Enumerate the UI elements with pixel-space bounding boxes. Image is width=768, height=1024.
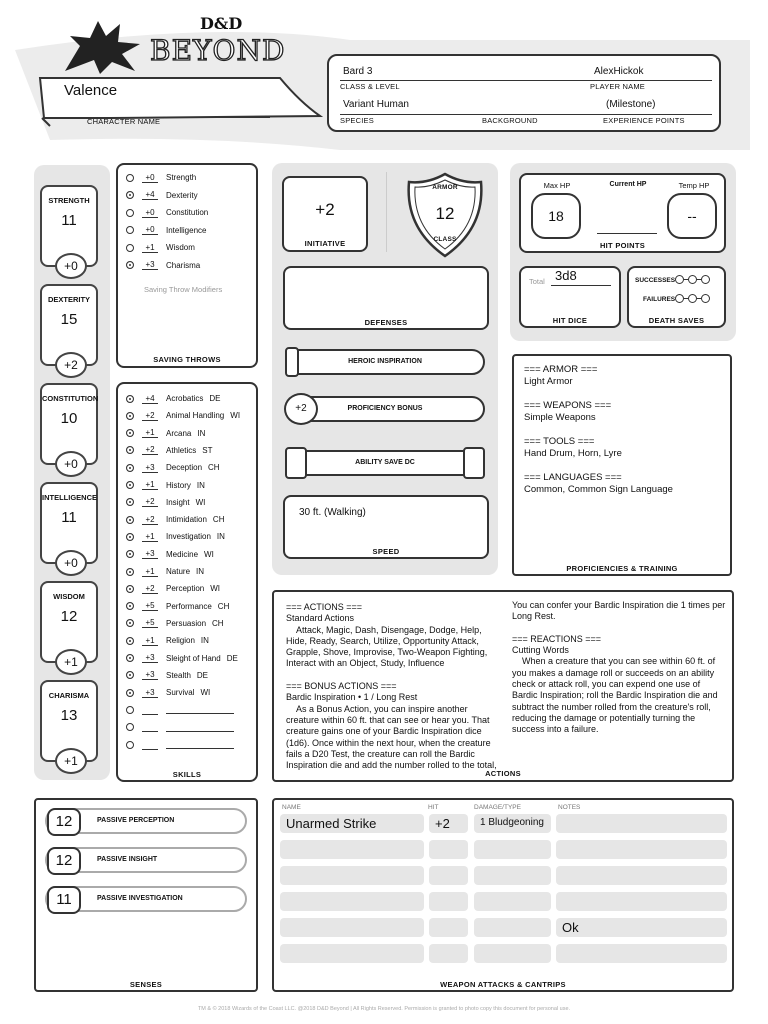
ability-score[interactable]: 11 xyxy=(61,509,77,526)
ability-save-dc-box xyxy=(285,450,485,476)
death-saves-label: DEATH SAVES xyxy=(648,316,705,325)
saving-throw-bonus: +3 xyxy=(142,260,158,270)
ability-name: DEXTERITY xyxy=(47,295,91,304)
weapon-name-cell[interactable] xyxy=(280,866,424,885)
ability-modifier: +2 xyxy=(55,352,87,378)
weapon-name-cell[interactable] xyxy=(280,840,424,859)
sense-row xyxy=(45,847,247,873)
skill-bonus: +4 xyxy=(142,394,158,404)
hit-points-box xyxy=(519,173,726,253)
armor-class-value[interactable]: 12 xyxy=(435,204,455,223)
successes-label: SUCCESSES xyxy=(635,277,676,284)
skill-name: Sleight of Hand xyxy=(166,653,221,663)
saving-throw-bonus: +1 xyxy=(142,243,158,253)
speed-box xyxy=(283,495,489,559)
proficiency-dot-icon[interactable] xyxy=(126,191,134,199)
xp-value[interactable]: (Milestone) xyxy=(606,99,656,110)
proficiency-dot-icon[interactable] xyxy=(126,209,134,217)
saving-throw-name: Constitution xyxy=(166,208,209,217)
hit-dice-total-value[interactable]: 3d8 xyxy=(555,268,577,283)
species-value[interactable]: Variant Human xyxy=(343,99,409,110)
skills-panel xyxy=(116,382,258,782)
ability-modifier: +0 xyxy=(55,451,87,477)
player-name-label: PLAYER NAME xyxy=(590,82,645,91)
ability-constitution xyxy=(40,383,99,471)
defenses-box xyxy=(283,266,489,330)
skill-row[interactable] xyxy=(126,390,254,407)
brand-top: D&D xyxy=(200,14,243,33)
speed-label: SPEED xyxy=(372,547,400,556)
weapon-damage-cell[interactable] xyxy=(474,814,551,833)
hit-dice-label: HIT DICE xyxy=(552,316,588,325)
skill-row[interactable] xyxy=(126,580,254,597)
skill-name: Animal Handling xyxy=(166,411,225,421)
proficiency-dot-icon[interactable] xyxy=(126,619,134,627)
skills-title: SKILLS xyxy=(172,770,202,779)
skill-name: Performance xyxy=(166,601,212,611)
background-label: BACKGROUND xyxy=(482,116,538,125)
ability-dexterity xyxy=(40,284,98,372)
skill-row[interactable] xyxy=(126,425,254,442)
saving-throw-name: Wisdom xyxy=(166,243,195,252)
ability-name: CHARISMA xyxy=(48,691,90,700)
sense-label: PASSIVE INVESTIGATION xyxy=(97,895,183,902)
skill-attribute: WI xyxy=(210,584,221,594)
success-checkboxes[interactable] xyxy=(675,275,710,284)
weapon-hit: +2 xyxy=(435,816,450,831)
skill-bonus: +3 xyxy=(142,688,158,698)
skill-attribute: CH xyxy=(217,601,230,611)
proficiency-dot-icon[interactable] xyxy=(126,464,134,472)
proficiency-bonus-box xyxy=(285,396,485,422)
skill-row[interactable] xyxy=(126,442,254,459)
skill-bonus-blank xyxy=(142,740,158,750)
ability-modifier: +0 xyxy=(55,253,87,279)
saving-throw-row[interactable] xyxy=(126,204,252,221)
proficiency-dot-icon[interactable] xyxy=(126,395,134,403)
skill-bonus: +1 xyxy=(142,532,158,542)
ability-strength xyxy=(40,185,98,273)
failures-label: FAILURES xyxy=(643,296,676,303)
skill-name-blank xyxy=(166,705,234,714)
proficiency-dot-icon[interactable] xyxy=(126,481,134,489)
weapon-notes: Ok xyxy=(562,920,579,935)
ability-charisma xyxy=(40,680,98,768)
weapon-name-cell[interactable] xyxy=(280,918,424,937)
proficiency-dot-icon[interactable] xyxy=(126,550,134,558)
sense-value: 11 xyxy=(47,886,81,914)
weapon-notes-cell[interactable] xyxy=(556,814,727,833)
ability-name: INTELLIGENCE xyxy=(42,493,98,502)
ability-intelligence xyxy=(40,482,98,570)
skill-name: Nature xyxy=(166,567,191,576)
ability-score[interactable]: 13 xyxy=(60,707,78,724)
skill-row[interactable] xyxy=(126,598,254,615)
skill-attribute: WI xyxy=(230,411,241,421)
weapon-hit-cell[interactable] xyxy=(429,814,468,833)
proficiency-dot-icon[interactable] xyxy=(126,585,134,593)
footer-legal: TM & © 2018 Wizards of the Coast LLC. @2018 D&D Beyond | All Rights Reserved. Permission is granted to photo copy this document for personal use. xyxy=(197,1006,571,1012)
skill-bonus: +1 xyxy=(142,480,158,490)
saving-throw-modifiers: Saving Throw Modifiers xyxy=(144,285,223,294)
proficiency-bonus-label: PROFICIENCY BONUS xyxy=(347,405,423,412)
sense-row xyxy=(45,886,247,912)
saving-throw-row[interactable] xyxy=(126,187,252,204)
weapon-name-cell[interactable] xyxy=(280,892,424,911)
skill-row[interactable] xyxy=(126,667,254,684)
skill-bonus-blank xyxy=(142,722,158,732)
proficiency-dot-icon[interactable] xyxy=(126,261,134,269)
weapons-header-hit: HIT xyxy=(428,804,439,811)
xp-label: EXPERIENCE POINTS xyxy=(603,116,685,125)
ability-score[interactable]: 10 xyxy=(60,410,78,427)
skill-name: Perception xyxy=(166,584,205,594)
skill-row[interactable] xyxy=(126,407,254,424)
proficiency-dot-icon[interactable] xyxy=(126,723,134,731)
proficiency-dot-icon[interactable] xyxy=(126,174,134,182)
sense-value: 12 xyxy=(47,808,81,836)
proficiency-dot-icon[interactable] xyxy=(126,498,134,506)
proficiency-dot-icon[interactable] xyxy=(126,637,134,645)
proficiency-bonus-value: +2 xyxy=(284,393,318,425)
skill-name: Investigation xyxy=(166,532,211,542)
species-label: SPECIES xyxy=(340,116,374,125)
armor-label-bottom: CLASS xyxy=(433,236,457,243)
skill-attribute: IN xyxy=(216,532,225,542)
skill-name: Insight xyxy=(166,497,190,507)
skill-name: Persuasion xyxy=(166,618,207,628)
heroic-inspiration-box[interactable] xyxy=(285,349,485,375)
weapon-damage-cell[interactable] xyxy=(474,892,551,911)
skill-bonus: +3 xyxy=(142,463,158,473)
sense-value: 12 xyxy=(47,847,81,875)
initiative-label: INITIATIVE xyxy=(304,239,346,248)
speed-value[interactable]: 30 ft. (Walking) xyxy=(299,507,366,518)
skill-name: Arcana xyxy=(166,428,192,438)
proficiency-dot-icon[interactable] xyxy=(126,654,134,662)
skill-bonus: +2 xyxy=(142,515,158,525)
skill-attribute: CH xyxy=(208,463,220,473)
failure-checkboxes[interactable] xyxy=(675,294,710,303)
weapon-name-cell[interactable] xyxy=(280,944,424,963)
saving-throw-name: Intelligence xyxy=(166,225,207,235)
weapon-hit-cell[interactable] xyxy=(429,866,468,885)
proficiency-dot-icon[interactable] xyxy=(126,671,134,679)
temp-hp-value: -- xyxy=(667,193,717,239)
skill-row-empty[interactable] xyxy=(126,701,254,718)
ability-score[interactable]: 11 xyxy=(61,212,77,229)
ability-save-dc-label: ABILITY SAVE DC xyxy=(355,459,415,466)
brand-logo: BEYOND xyxy=(150,34,286,67)
death-saves-box xyxy=(627,266,726,328)
proficiencies-title: PROFICIENCIES & TRAINING xyxy=(566,564,678,573)
armor-label-top: ARMOR xyxy=(432,184,458,191)
player-name-value[interactable]: AlexHickok xyxy=(594,66,644,77)
skill-attribute: WI xyxy=(195,497,206,507)
class-level-label: CLASS & LEVEL xyxy=(340,82,400,91)
weapon-hit-cell[interactable] xyxy=(429,840,468,859)
skill-attribute: IN xyxy=(196,480,205,490)
actions-column-1: === ACTIONS === Standard Actions Attack, Magic, Dash, Disengage, Dodge, Help, Hide, Ready, Search, Utilize, Opportunity Attack, Grapple, Shove, Improvise, Two-Weapon Fighting, Interact with an Object, Study, Influence === BONUS ACTIONS === Bardic Inspiration • 1 / Long Rest As a Bonus Action, you can inspire another creature within 60 ft. that can see or hear you. That creature gains one of your Bardic Inspiration dice (1d6). Once within the next hour, when the creature fails a D20 Test, the creature can roll the Bardic Inspiration die and add the number rolled to the total, xyxy=(286,602,497,771)
saving-throw-bonus: +0 xyxy=(142,225,158,235)
heroic-inspiration-label: HEROIC INSPIRATION xyxy=(348,358,422,365)
proficiency-dot-icon[interactable] xyxy=(126,706,134,714)
saving-throw-bonus: +0 xyxy=(142,208,158,218)
weapon-name: Unarmed Strike xyxy=(286,816,377,831)
skill-bonus: +1 xyxy=(142,428,158,438)
proficiencies-box xyxy=(512,354,732,576)
saving-throw-name: Strength xyxy=(166,173,197,182)
ability-modifier: +1 xyxy=(55,748,87,774)
character-name-label: CHARACTER NAME xyxy=(87,117,161,126)
actions-column-2: You can confer your Bardic Inspiration die 1 times per Long Rest. === REACTIONS === Cutting Words When a creature that you can see within 60 ft. of you makes a damage roll or succeeds on an ability check or attack roll, you can expend one use of Bardic Inspiration; roll the Bardic Inspiration die and subtract the number rolled from the creature's roll, reducing the damage or potentially turning the success into a failure. xyxy=(512,600,726,735)
weapon-damage-cell[interactable] xyxy=(474,944,551,963)
ability-modifier: +0 xyxy=(55,550,87,576)
saving-throw-name: Dexterity xyxy=(166,190,198,200)
weapons-header-notes: NOTES xyxy=(558,804,581,811)
skill-row[interactable] xyxy=(126,528,254,545)
ability-score[interactable]: 15 xyxy=(60,311,78,328)
skill-name: History xyxy=(166,480,191,490)
skill-name: Athletics xyxy=(166,445,197,455)
skill-row-empty[interactable] xyxy=(126,736,254,753)
skill-row[interactable] xyxy=(126,632,254,649)
proficiency-dot-icon[interactable] xyxy=(126,226,134,234)
skill-row[interactable] xyxy=(126,477,254,494)
actions-title: ACTIONS xyxy=(485,769,521,778)
proficiency-dot-icon[interactable] xyxy=(126,741,134,749)
skill-name: Intimidation xyxy=(166,515,207,525)
current-hp-label: Current HP xyxy=(609,181,647,188)
saving-throw-row[interactable] xyxy=(126,222,252,239)
saving-throw-row[interactable] xyxy=(126,257,252,274)
saving-throws-panel xyxy=(116,163,258,368)
weapon-hit-cell[interactable] xyxy=(429,944,468,963)
skill-bonus-blank xyxy=(142,705,158,715)
skill-bonus: +3 xyxy=(142,653,158,663)
skill-attribute: IN xyxy=(200,636,209,646)
actions-box xyxy=(272,590,734,782)
weapon-notes-cell[interactable] xyxy=(556,840,727,859)
skill-attribute: WI xyxy=(204,549,214,559)
weapons-header-name: NAME xyxy=(282,804,301,811)
skill-name-blank xyxy=(166,740,234,749)
weapon-notes-cell[interactable] xyxy=(556,866,727,885)
skill-bonus: +2 xyxy=(142,497,158,507)
ability-name: CONSTITUTION xyxy=(42,394,99,403)
skill-name-blank xyxy=(166,723,234,732)
skill-name: Deception xyxy=(166,463,203,473)
skill-name: Medicine xyxy=(166,549,199,559)
skill-attribute: DE xyxy=(196,670,209,680)
skill-attribute: WI xyxy=(200,688,211,698)
weapon-damage-cell[interactable] xyxy=(474,918,551,937)
weapon-hit-cell[interactable] xyxy=(429,918,468,937)
saving-throw-row[interactable] xyxy=(126,239,252,256)
proficiency-dot-icon[interactable] xyxy=(126,244,134,252)
name-banner xyxy=(30,66,330,136)
skill-attribute: ST xyxy=(202,445,213,455)
weapons-header-damage: DAMAGE/TYPE xyxy=(474,804,521,811)
skill-name: Stealth xyxy=(166,670,191,680)
skill-row[interactable] xyxy=(126,459,254,476)
skill-bonus: +3 xyxy=(142,549,158,559)
proficiency-dot-icon[interactable] xyxy=(126,516,134,524)
skill-row[interactable] xyxy=(126,511,254,528)
weapon-notes-cell[interactable] xyxy=(556,892,727,911)
skill-attribute: CH xyxy=(212,515,225,525)
proficiency-dot-icon[interactable] xyxy=(126,568,134,576)
skill-row-empty[interactable] xyxy=(126,719,254,736)
skill-row[interactable] xyxy=(126,546,254,563)
max-hp-value: 18 xyxy=(531,193,581,239)
skill-bonus: +1 xyxy=(142,567,158,577)
proficiency-dot-icon[interactable] xyxy=(126,689,134,697)
weapon-damage-cell[interactable] xyxy=(474,840,551,859)
proficiency-dot-icon[interactable] xyxy=(126,412,134,420)
ability-wisdom xyxy=(40,581,98,669)
skill-attribute: CH xyxy=(212,618,224,628)
senses-title: SENSES xyxy=(129,980,163,989)
weapon-notes-cell[interactable] xyxy=(556,918,727,937)
skill-attribute: DE xyxy=(209,394,221,403)
sense-label: PASSIVE INSIGHT xyxy=(97,856,158,863)
weapon-name-cell[interactable] xyxy=(280,814,424,833)
skill-bonus: +2 xyxy=(142,411,158,421)
skill-row[interactable] xyxy=(126,684,254,701)
skill-name: Acrobatics xyxy=(166,394,204,403)
proficiency-dot-icon[interactable] xyxy=(126,429,134,437)
skill-row[interactable] xyxy=(126,615,254,632)
skill-name: Survival xyxy=(166,688,195,698)
saving-throw-bonus: +4 xyxy=(142,190,158,200)
weapon-damage-cell[interactable] xyxy=(474,866,551,885)
weapon-notes-cell[interactable] xyxy=(556,944,727,963)
skill-row[interactable] xyxy=(126,494,254,511)
character-name[interactable]: Valence xyxy=(64,82,118,99)
skill-attribute: IN xyxy=(197,428,206,438)
skill-bonus: +3 xyxy=(142,670,158,680)
initiative-value[interactable]: +2 xyxy=(315,200,335,219)
skill-bonus: +5 xyxy=(142,618,158,628)
saving-throws-title: SAVING THROWS xyxy=(153,355,221,364)
ability-modifier: +1 xyxy=(55,649,87,675)
skill-row[interactable] xyxy=(126,563,254,580)
weapon-damage: 1 Bludgeoning xyxy=(480,817,544,828)
ability-name: WISDOM xyxy=(53,592,85,601)
proficiencies-text: === ARMOR === Light Armor === WEAPONS === Simple Weapons === TOOLS === Hand Drum, Horn, Lyre === LANGUAGES === Common, Common Sign Language xyxy=(524,364,673,495)
hit-points-title: HIT POINTS xyxy=(599,241,646,250)
sense-row xyxy=(45,808,247,834)
skill-bonus: +1 xyxy=(142,636,158,646)
hit-dice-total-label: Total xyxy=(529,277,545,286)
saving-throw-name: Charisma xyxy=(166,260,201,270)
max-hp-label: Max HP xyxy=(543,181,571,190)
skill-attribute: IN xyxy=(196,567,205,576)
ability-score[interactable]: 12 xyxy=(60,608,78,625)
ability-name: STRENGTH xyxy=(48,196,90,205)
temp-hp-label: Temp HP xyxy=(678,181,710,190)
weapons-title: WEAPON ATTACKS & CANTRIPS xyxy=(440,980,566,989)
saving-throw-bonus: +0 xyxy=(142,173,158,183)
skill-bonus: +2 xyxy=(142,584,158,594)
proficiency-dot-icon[interactable] xyxy=(126,446,134,454)
proficiency-dot-icon[interactable] xyxy=(126,533,134,541)
initiative-box xyxy=(282,176,368,252)
weapon-hit-cell[interactable] xyxy=(429,892,468,911)
defenses-label: DEFENSES xyxy=(364,318,408,327)
skill-bonus: +2 xyxy=(142,445,158,455)
skill-attribute: DE xyxy=(226,653,238,663)
hit-dice-box xyxy=(519,266,621,328)
class-level-value[interactable]: Bard 3 xyxy=(343,66,373,77)
skill-name: Religion xyxy=(166,636,195,646)
proficiency-dot-icon[interactable] xyxy=(126,602,134,610)
skill-row[interactable] xyxy=(126,650,254,667)
skill-bonus: +5 xyxy=(142,601,158,611)
saving-throw-row[interactable] xyxy=(126,169,252,186)
sense-label: PASSIVE PERCEPTION xyxy=(97,817,175,824)
